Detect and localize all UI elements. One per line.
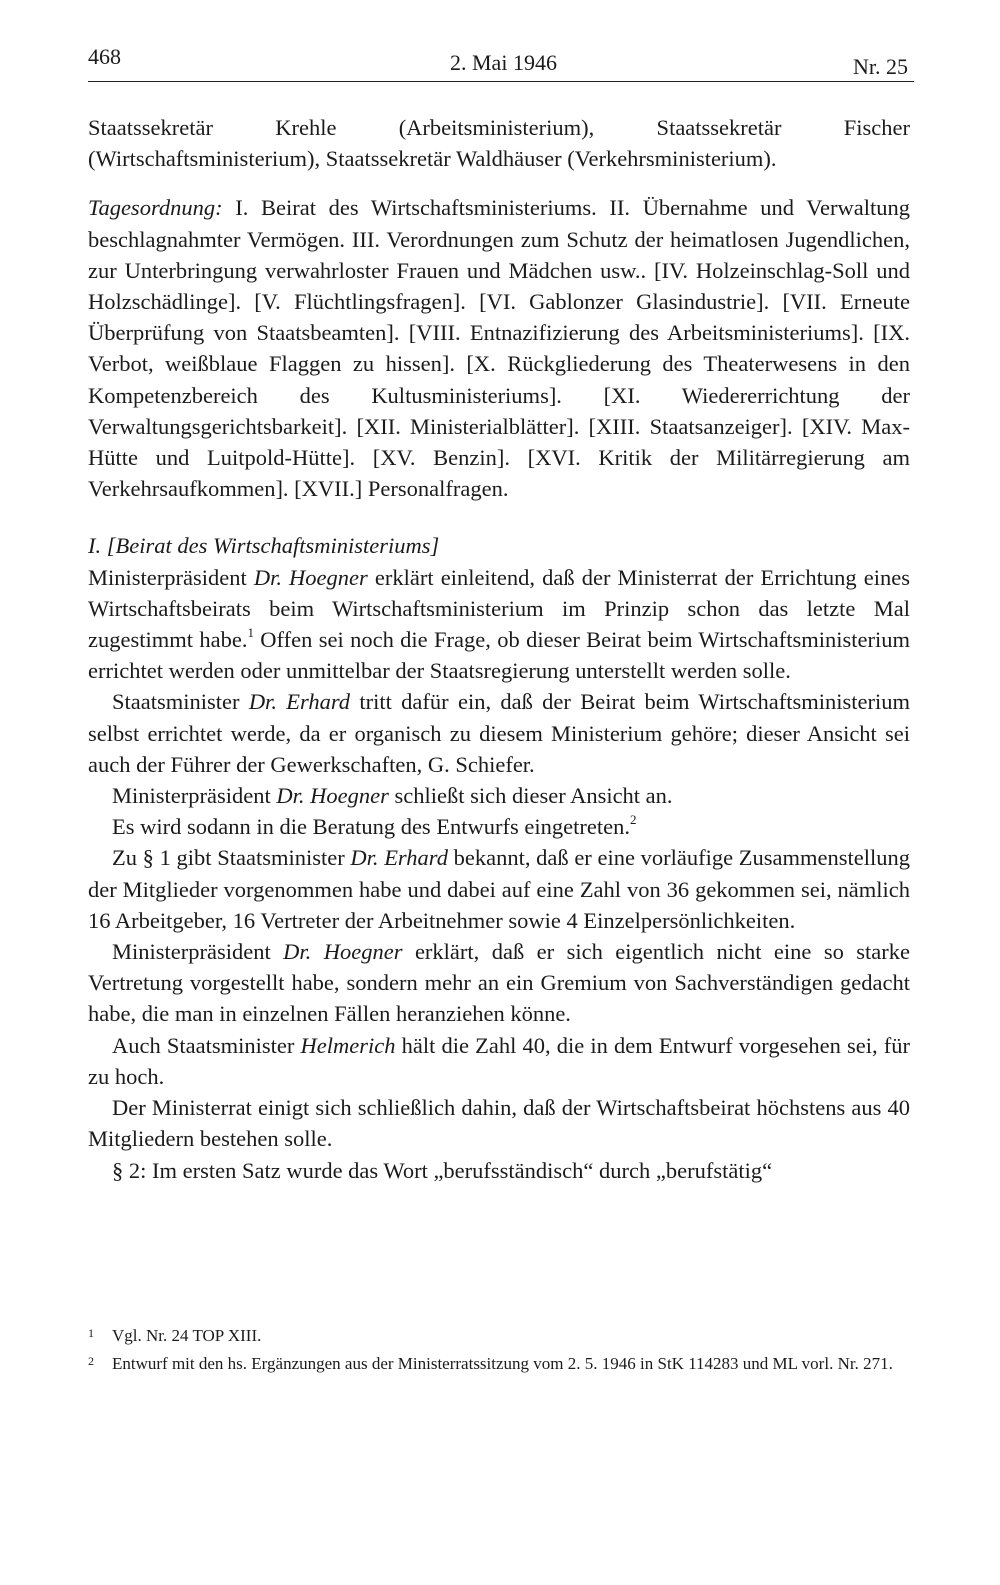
header-date: 2. Mai 1946 <box>450 50 557 75</box>
footnote <box>88 1325 910 1347</box>
paragraph-1 <box>88 562 910 687</box>
text-run: Es wird sodann in die Beratung des Entwurfs eingetreten. <box>112 814 630 840</box>
speaker-name: Dr. Hoegner <box>276 783 389 809</box>
paragraph-9: § 2: Im ersten Satz wurde das Wort „berufsständisch“ durch „berufstätig“ <box>112 1157 773 1183</box>
speaker-name: Helmerich <box>300 1032 396 1058</box>
text-run: Ministerpräsident <box>112 783 277 809</box>
paragraph-7 <box>88 1030 910 1092</box>
speaker-name: Dr. Hoegner <box>283 939 403 965</box>
main-text <box>88 112 910 1186</box>
agenda-label: Tagesordnung: <box>88 195 223 221</box>
text-run: Auch Staatsminister <box>112 1032 301 1058</box>
footnote-text: Entwurf mit den hs. Ergänzungen aus der Ministerratssitzung vom 2. 5. 1946 in StK 114283 und ML vorl. Nr. 271. <box>112 1354 893 1373</box>
footnote <box>88 1353 910 1375</box>
footnote-text: Vgl. Nr. 24 TOP XIII. <box>112 1326 262 1345</box>
footnote-ref: 2 <box>630 811 637 827</box>
header-rule <box>88 81 914 82</box>
running-header <box>88 44 908 84</box>
text-run: Zu § 1 gibt Staatsminister <box>112 845 351 871</box>
page-number: 468 <box>88 44 121 69</box>
speaker-name: Dr. Erhard <box>350 845 448 871</box>
paragraph-6 <box>88 936 910 1030</box>
footnote-number: 2 <box>88 1354 94 1368</box>
attendees-paragraph: Staatssekretär Krehle (Arbeitsministerium), Staatssekretär Fischer (Wirtschaftsministerium), Staatssekretär Waldhäuser (Verkehrsministerium). <box>88 115 910 172</box>
speaker-name: Dr. Hoegner <box>253 564 368 590</box>
text-run: erklärt, daß er sich eigentlich nicht eine so starke Vertretung vorgestellt habe, sondern mehr an ein Gremium von Sachverständigen gedacht habe, die man in einzelnen Fällen heranziehen könne. <box>88 939 910 1027</box>
paragraph-8: Der Ministerrat einigt sich schließlich dahin, daß der Wirtschaftsbeirat höchstens aus 40 Mitgliedern bestehen solle. <box>88 1095 910 1152</box>
text-run: schließt sich dieser Ansicht an. <box>388 783 673 809</box>
text-run: hält die Zahl 40, die in dem Entwurf vorgesehen sei, für zu hoch. <box>88 1032 910 1089</box>
issue-number: Nr. 25 <box>853 54 908 79</box>
text-run: erklärt einleitend, daß der Ministerrat der Errichtung eines Wirtschaftsbeirats beim Wirtschaftsministerium im Prinzip schon das letzte Mal zugestimmt habe. <box>88 564 910 653</box>
paragraph-5 <box>88 842 910 936</box>
paragraph-3 <box>88 780 910 811</box>
footnote-ref: 1 <box>247 624 254 640</box>
text-run: Staatsminister <box>112 689 249 715</box>
text-run: Ministerpräsident <box>88 564 254 590</box>
text-run: tritt dafür ein, daß der Beirat beim Wirtschaftsministerium selbst errichtet werde, da er organisch zu diesem Ministerium gehöre; dieser Ansicht sei auch der Führer der Gewerkschaften, G. Schiefer. <box>88 689 910 777</box>
section-heading: I. [Beirat des Wirtschaftsministeriums] <box>88 533 440 559</box>
footnotes <box>88 1325 910 1381</box>
footnote-number: 1 <box>88 1326 94 1340</box>
text-run: bekannt, daß er eine vorläufige Zusammenstellung der Mitglieder vorgenommen habe und dabei auf eine Zahl von 36 gekommen sei, nämlich 16 Arbeitgeber, 16 Vertreter der Arbeitnehmer sowie 4 Einzelpersönlichkeiten. <box>88 845 910 933</box>
paragraph-2 <box>88 686 910 780</box>
agenda-paragraph <box>88 192 910 504</box>
agenda-text: I. Beirat des Wirtschaftsministeriums. II. Übernahme und Verwaltung beschlagnahmter Vermögen. III. Verordnungen zum Schutz der heimatlosen Jugendlichen, zur Unterbringung verwahrloster Frauen und Mädchen usw.. [IV. Holzeinschlag-Soll und Holzschädlinge]. [V. Flüchtlingsfragen]. [VI. Gablonzer Glasindustrie]. [VII. Erneute Überprüfung von Staatsbeamten]. [VIII. Entnazifizierung des Arbeitsministeriums]. [IX. Verbot, weißblaue Flaggen zu hissen]. [X. Rückgliederung des Theaterwesens in den Kompetenzbereich des Kultusministeriums]. [XI. Wiedererrichtung der Verwaltungsgerichtsbarkeit]. [XII. Ministerialblätter]. [XIII. Staatsanzeiger]. [XIV. Max-Hütte und Luitpold-Hütte]. [XV. Benzin]. [XVI. Kritik der Militärregierung am Verkehrsaufkommen]. [XVII.] Personalfragen. <box>88 195 910 502</box>
speaker-name: Dr. Erhard <box>248 689 351 715</box>
paragraph-4 <box>88 811 910 842</box>
text-run: Ministerpräsident <box>112 939 284 965</box>
text-run: Offen sei noch die Frage, ob dieser Beirat beim Wirtschaftsministerium errichtet werden oder unmittelbar der Staatsregierung unterstellt werden solle. <box>88 627 910 684</box>
